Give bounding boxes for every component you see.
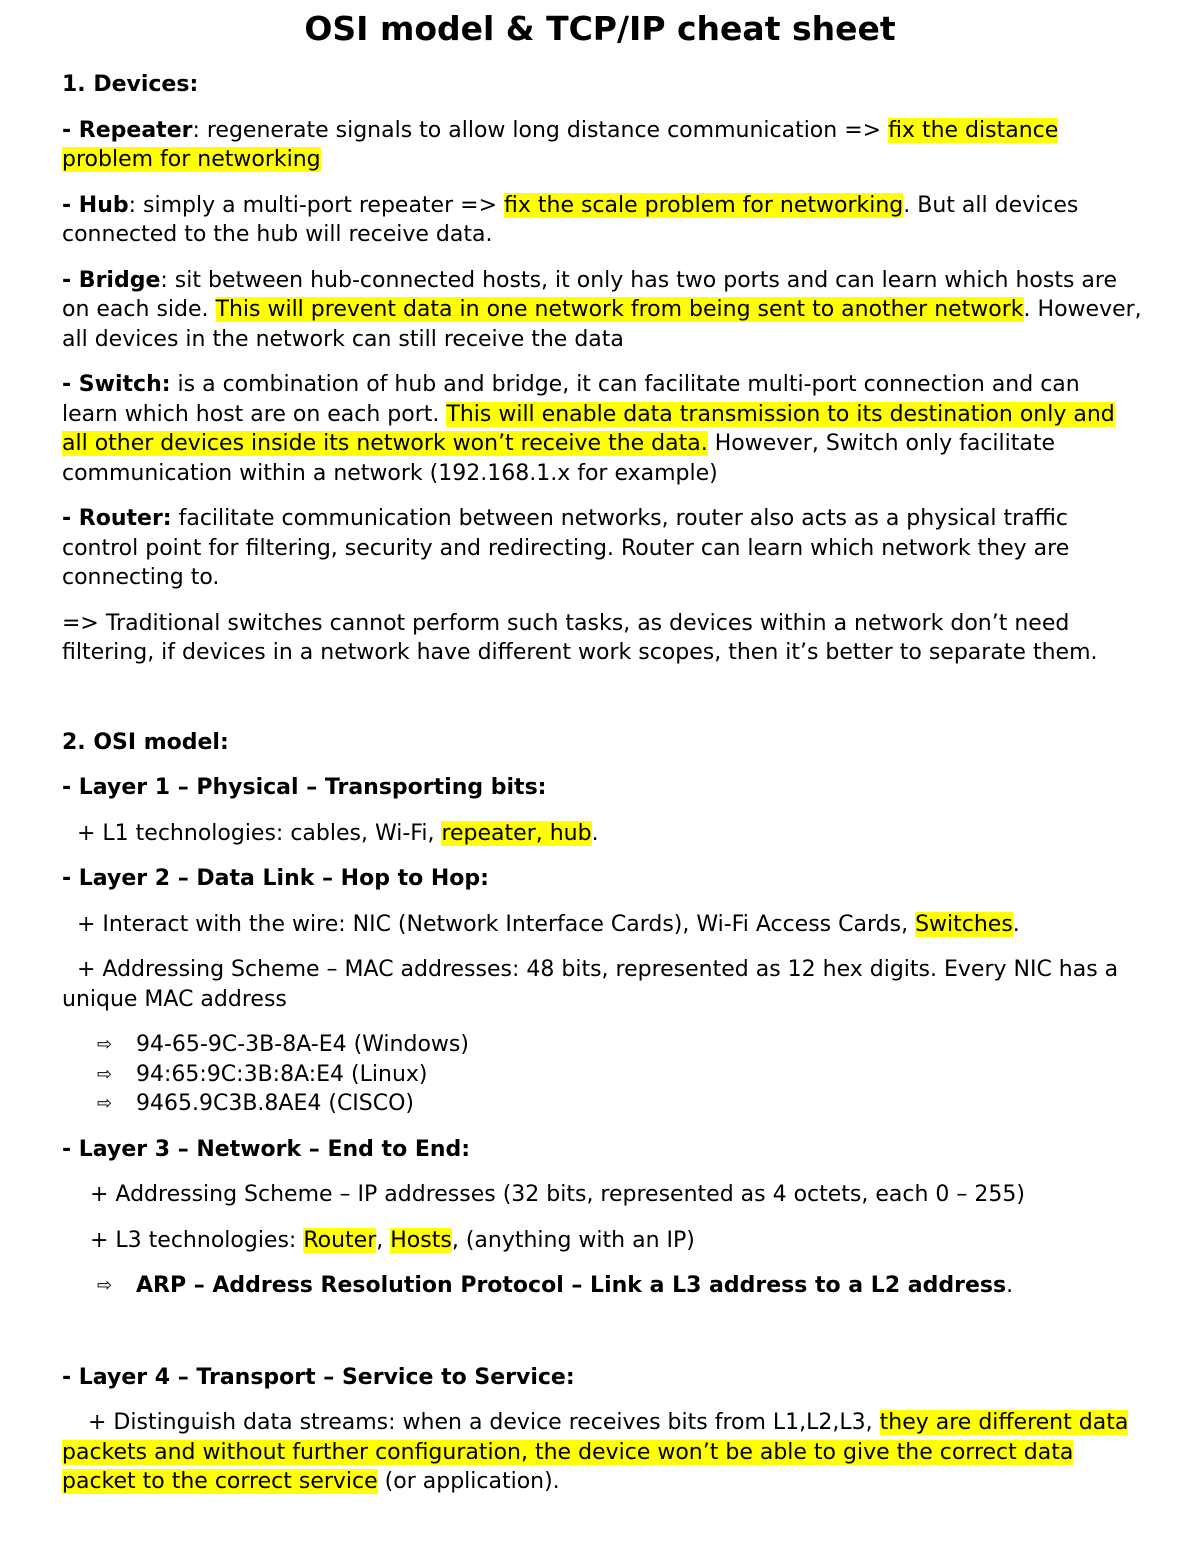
layer2-item-addressing: + Addressing Scheme – MAC addresses: 48 bits, represented as 12 hex digits. Every NIC has a unique MAC address	[62, 957, 1119, 1012]
text: ,	[376, 1227, 391, 1253]
paragraph-switch	[62, 370, 1142, 488]
arrow-icon: ⇨	[97, 1275, 113, 1296]
arp-text: ARP – Address Resolution Protocol – Link a L3 address to a L2 address	[136, 1273, 1007, 1298]
layer3-heading: - Layer 3 – Network – End to End:	[62, 1136, 471, 1162]
layer4-heading: - Layer 4 – Transport – Service to Service:	[62, 1364, 575, 1390]
text: + Distinguish data streams: when a device receives bits from L1,L2,L3,	[88, 1410, 880, 1435]
layer3-item-addressing: + Addressing Scheme – IP addresses (32 bits, represented as 4 octets, each 0 – 255)	[90, 1182, 1025, 1207]
dash: -	[62, 372, 79, 397]
highlight: Router	[303, 1227, 377, 1253]
arrow-icon: ⇨	[97, 1034, 113, 1055]
text: + L3 technologies:	[90, 1227, 304, 1253]
paragraph-router	[62, 504, 1142, 593]
dash: -	[62, 117, 79, 143]
text: , (anything with an IP)	[451, 1227, 695, 1253]
dash: -	[62, 267, 79, 293]
mac-example: 9465.9C3B.8AE4 (CISCO)	[136, 1091, 415, 1116]
page-title: OSI model & TCP/IP cheat sheet	[304, 9, 896, 48]
paragraph-bridge	[62, 266, 1142, 355]
paragraph-conclusion: => Traditional switches cannot perform such tasks, as devices within a network don’t need filtering, if devices in a network have different work scopes, then it’s better to separate them.	[62, 610, 1098, 665]
text: .	[591, 820, 599, 846]
highlight: This will prevent data in one network from being sent to another network	[215, 297, 1024, 322]
paragraph-hub	[62, 191, 1142, 250]
text: .	[1012, 911, 1020, 937]
highlight: they are different data packets and without further configuration, the device won’t be able to give the correct data packet to the correct service	[62, 1410, 1129, 1494]
layer2-heading: - Layer 2 – Data Link – Hop to Hop:	[62, 866, 489, 891]
highlight: Hosts	[390, 1227, 452, 1253]
mac-example: 94:65:9C:3B:8A:E4 (Linux)	[136, 1061, 428, 1087]
term-bridge: Bridge	[78, 267, 161, 293]
dash: -	[62, 506, 79, 531]
layer3-item-tech	[62, 1226, 1142, 1256]
text: + Interact with the wire: NIC (Network Interface Cards), Wi-Fi Access Cards,	[77, 911, 916, 937]
layer1-item	[62, 819, 1142, 849]
section-heading-osi: 2. OSI model:	[62, 729, 229, 755]
arp-item	[62, 1271, 1142, 1301]
list-item	[62, 1060, 1142, 1090]
arrow-icon: ⇨	[97, 1063, 113, 1085]
text: (or application).	[377, 1469, 560, 1494]
layer4-item	[62, 1408, 1142, 1497]
text: . But all devices connected to the hub will receive data.	[62, 192, 1079, 247]
list-item	[62, 1030, 1142, 1060]
highlight: This will enable data transmission to its destination only and all other devices inside its network won’t receive the data.	[62, 401, 1115, 456]
text: is a combination of hub and bridge, it can facilitate multi-port connection and can learn which host are on each port.	[62, 372, 1080, 427]
highlight: Switches	[915, 911, 1013, 937]
highlight: fix the distance problem for networking	[62, 117, 1059, 172]
dash: -	[62, 192, 79, 218]
term-repeater: Repeater	[78, 117, 193, 143]
text: .	[1006, 1273, 1014, 1298]
document-page	[62, 0, 1142, 1497]
term-hub: Hub	[78, 192, 129, 218]
text: : simply a multi-port repeater =>	[128, 192, 504, 218]
text: + L1 technologies: cables, Wi-Fi,	[77, 820, 442, 846]
highlight: fix the scale problem for networking	[504, 192, 904, 218]
mac-example: 94-65-9C-3B-8A-E4 (Windows)	[136, 1032, 469, 1057]
list-item	[62, 1089, 1142, 1119]
arrow-icon: ⇨	[97, 1093, 113, 1114]
text: . However, all devices in the network can still receive the data	[62, 297, 1142, 352]
term-router: Router:	[78, 506, 172, 531]
mac-examples-list	[62, 1030, 1142, 1119]
paragraph-repeater	[62, 116, 1142, 175]
term-switch: Switch:	[78, 372, 171, 397]
layer2-item-wire	[62, 910, 1142, 940]
text: : regenerate signals to allow long distance communication =>	[192, 117, 889, 143]
highlight: repeater, hub	[441, 820, 592, 846]
text: : sit between hub-connected hosts, it only has two ports and can learn which hosts are on each side.	[62, 267, 1118, 322]
text: However, Switch only facilitate communication within a network (192.168.1.x for example)	[62, 431, 1056, 486]
section-heading-devices: 1. Devices:	[62, 72, 199, 97]
layer1-heading: - Layer 1 – Physical – Transporting bits:	[62, 775, 547, 800]
text: facilitate communication between networks, router also acts as a physical traffic control point for filtering, security and redirecting. Router can learn which network they are connecting to.	[62, 506, 1070, 590]
